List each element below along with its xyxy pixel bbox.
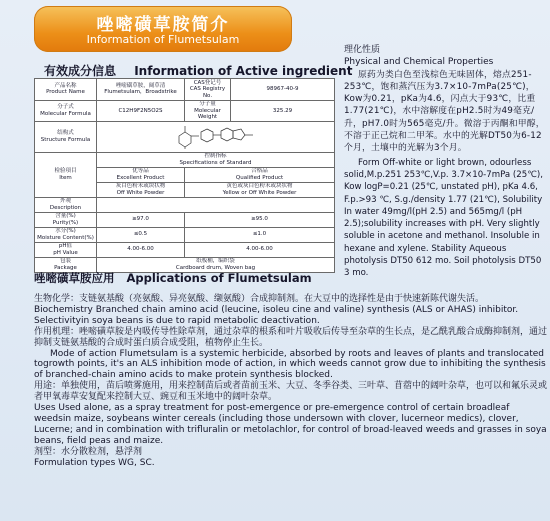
purity-label-en: Purity(%)	[52, 219, 79, 226]
desc-label-zh: 外观	[59, 198, 71, 204]
package-label-en: Package	[54, 264, 77, 271]
moisture-excellent: ≤0.5	[97, 227, 185, 242]
spec-head-zh: 控制指标	[204, 153, 227, 159]
properties-title-en: Physical and Chemical Properties	[344, 57, 494, 68]
info-heading-zh: 有效成分信息	[44, 64, 117, 78]
spec-label-zh: 检验项目	[54, 168, 77, 174]
qualified-en: Qualified Product	[235, 174, 284, 181]
desc-qualified-en: Yellow or Off White Powder	[222, 189, 297, 196]
info-heading-en: Information of Active ingredient	[134, 64, 353, 78]
product-name-value-en: Flumetsulam，Broadstrike	[104, 89, 177, 96]
biochemistry-zh: 生物化学：支链氨基酸（亮氨酸、异亮氨酸、缬氨酸）合成抑制剂。在大豆中的选择性是由于快速新陈代谢失活。	[34, 294, 485, 304]
cas-label-zh: CAS登记号	[193, 79, 222, 86]
weight-value: 325.29	[231, 100, 335, 122]
applications-heading-zh: 唑嘧磺草胺应用	[34, 271, 115, 285]
table-row	[35, 122, 335, 153]
desc-excellent-en: Off White Powder	[116, 189, 165, 196]
active-ingredient-table	[34, 78, 335, 273]
ph-label-zh: pH值	[58, 243, 73, 249]
uses-en: Uses Used alone, as a spray treatment for post-emergence or pre-emergence control of certain broadleaf weedsin maize, soybeans winter cereals (including those undersown with clover, lucerneor medics), clover, Lucerne; and in combination with trifluralin or metolachlor, for control of broad-leaved weeds and grasses in soya beans, field peas and maize.	[34, 403, 547, 446]
properties-text-en: Form Off-white or light brown, odourless solid,M.p.251 253℃,V.p. 3.7×10-7mPa (25℃), Kow logP=0.21 (25℃, unstated pH), pKa 4.6, F.p.>93 ℃, S.g./density 1.77 (21℃), Solubility In water 49mg/l(pH 2.5) and 565mg/l (pH 2.5);solubility increases with pH. Very slightly soluble in acetone and methanol. Insoluble in hexane and xylene. Stability Aqueous photolysis DT50 612 mo. Soil photolysis DT50 3 mo.	[344, 157, 543, 279]
package-value-en: Cardboard drum, Woven bag	[175, 264, 256, 271]
weight-label-en: Molecular Weight	[194, 107, 221, 120]
moisture-label-en: Moisture Content(%)	[37, 234, 94, 241]
desc-label-en: Description	[49, 204, 82, 211]
title-banner	[34, 6, 292, 52]
table-row	[35, 79, 335, 101]
banner-title-en: Information of Flumetsulam	[86, 33, 240, 46]
table-row	[35, 152, 335, 167]
moisture-label-zh: 水分(%)	[55, 228, 76, 234]
cas-value: 98967-40-9	[231, 79, 335, 101]
desc-excellent-zh: 灰白色粉末或块状物	[115, 183, 166, 189]
ph-excellent: 4.00-6.00	[97, 242, 185, 257]
spec-head-en: Specifications of Standard	[179, 159, 252, 166]
purity-qualified: ≥95.0	[185, 212, 335, 227]
structure-label-en: Structure Formula	[40, 136, 91, 143]
table-row	[35, 227, 335, 242]
formula-value: C12H9F2N5O2S	[97, 100, 185, 122]
package-value-zh: 纸板桶，编织袋	[196, 258, 235, 264]
properties-text-zh: 原药为类白色至浅棕色无味固体，熔点251-253℃，饱和蒸汽压为3.7×10-7mPa(25℃)，Kow为0.21，pKa为4.6，闪点大于93℃，比重1.77(21℃)，水中溶解度在pH2.5时为49毫克/升，pH7.0时为565毫克/升。微溶于丙酮和甲醇，不溶于正己烷和二甲苯。水中的光解DT50为6-12个月，土壤中的光解为3个月。	[344, 69, 545, 154]
excellent-en: Excellent Product	[116, 174, 165, 181]
properties-title-zh: 理化性质	[344, 45, 381, 55]
table-row	[35, 197, 335, 212]
cas-label-en: CAS Registry No.	[189, 86, 226, 99]
excellent-zh: 优等品	[132, 168, 149, 174]
applications-heading	[34, 270, 312, 286]
uses-zh: 用途：单独使用，苗后喷雾施用，用来控制苗后或者苗前玉米、大豆、冬季谷类、三叶草、苜蓿中的阔叶杂草，也可以和氟乐灵或者甲氧毒草安复配来控制大豆、豌豆和玉米地中的阔叶杂草。	[34, 381, 548, 403]
mode-of-action-en: Mode of action Flumetsulam is a systemic herbicide, absorbed by roots and leaves of plants and translocated togrowth points, it's an ALS inhibition mode of action, in which weeds cannot grow due to inhibiting the synthesis of branched-chain amino acids to make protein synthesis blocked.	[34, 348, 546, 381]
structure-formula-diagram	[171, 123, 261, 149]
purity-excellent: ≥97.0	[97, 212, 185, 227]
formula-label-zh: 分子式	[57, 104, 74, 111]
applications-body	[34, 294, 548, 469]
banner-title-zh: 唑嘧磺草胺简介	[96, 15, 230, 35]
moisture-qualified: ≤1.0	[185, 227, 335, 242]
biochemistry-en-2: Selectivityin soya beans is due to rapid metabolic deactivation.	[34, 315, 320, 326]
formula-label-en: Molecular Formula	[40, 110, 91, 117]
product-name-label-zh: 产品名称	[54, 82, 77, 89]
biochemistry-en-1: Biochemistry Branched chain amino acid (leucine, isoleu cine and valine) synthesis (ALS or AHAS) inhibitor.	[34, 304, 519, 315]
formulation-zh: 剂型：水分散粒剂，悬浮剂	[34, 446, 143, 457]
info-heading	[44, 62, 352, 79]
package-label-zh: 包装	[59, 258, 71, 264]
spec-label-en: Item	[59, 174, 72, 181]
table-row	[35, 100, 335, 122]
product-name-label-en: Product Name	[46, 89, 85, 96]
applications-heading-en: Applications of Flumetsulam	[126, 271, 312, 285]
product-name-value-zh: 唑嘧磺草胺，阔草清	[115, 82, 166, 89]
structure-label-zh: 结构式	[57, 130, 74, 137]
mode-of-action-zh: 作用机理：唑嘧磺草胺是内吸传导性除草剂，通过杂草的根系和叶片吸收后传导至杂草的生长点，是乙酰乳酸合成酶抑制剂，通过抑制支链氨基酸的合成时蛋白质合成受阻，植物停止生长。	[34, 326, 548, 348]
desc-qualified-zh: 黄色或灰白色粉末或块状物	[226, 183, 293, 189]
ph-qualified: 4.00-6.00	[185, 242, 335, 257]
qualified-zh: 合格品	[251, 168, 268, 174]
purity-label-zh: 含量(%)	[55, 213, 76, 219]
table-row	[35, 212, 335, 227]
properties-section	[344, 44, 548, 280]
formulation-en: Formulation types WG, SC.	[34, 457, 155, 468]
weight-label-zh: 分子量	[199, 101, 216, 107]
ph-label-en: pH Value	[53, 249, 78, 256]
table-row	[35, 242, 335, 257]
